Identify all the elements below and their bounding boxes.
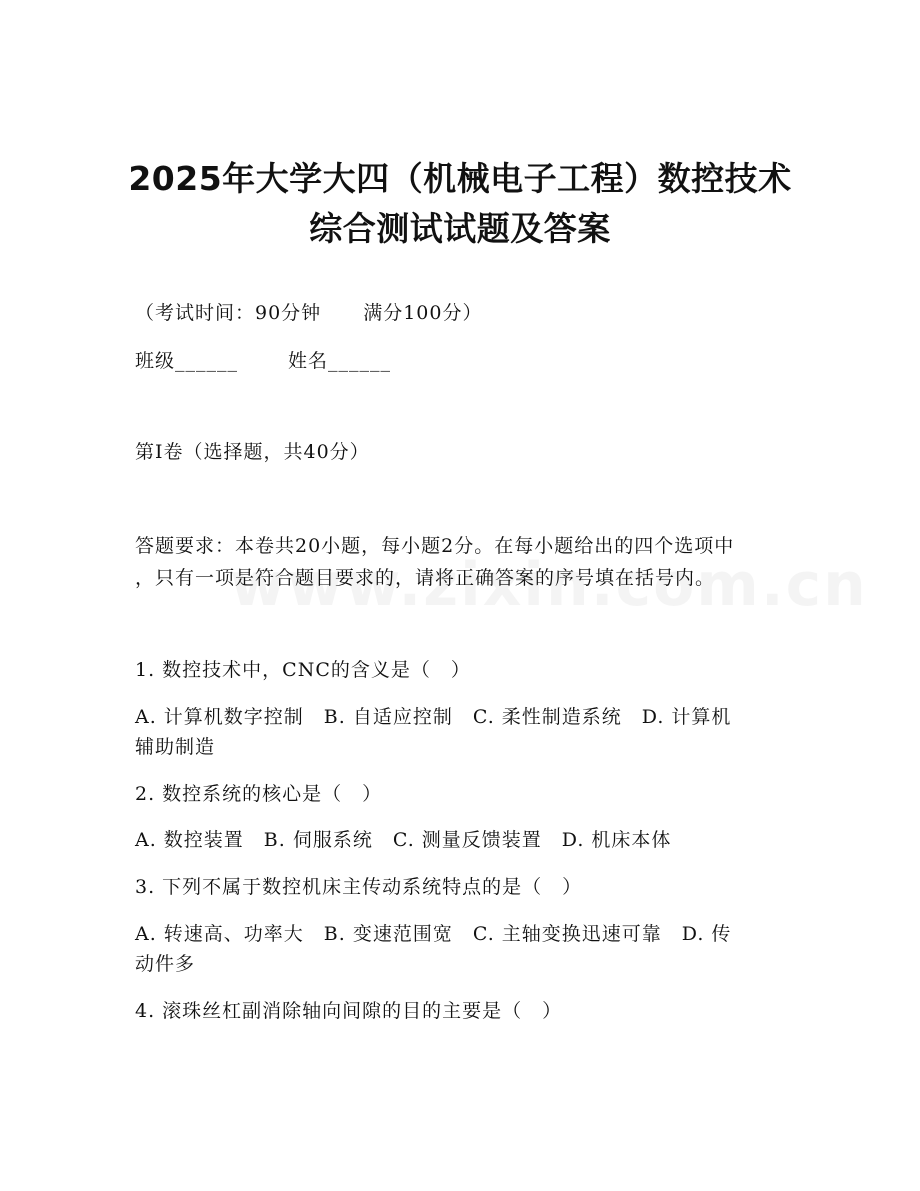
- instructions-line-1: 答题要求：本卷共20小题，每小题2分。在每小题给出的四个选项中: [135, 535, 735, 557]
- exam-score: 满分100分）: [363, 302, 483, 324]
- instructions-line-2: ，只有一项是符合题目要求的，请将正确答案的序号填在括号内。: [135, 567, 716, 589]
- question-4-stem: 4. 滚珠丝杠副消除轴向间隙的目的主要是（ ）: [135, 1000, 563, 1022]
- question-3-stem: 3. 下列不属于数控机床主传动系统特点的是（ ）: [135, 876, 583, 898]
- question-3-options: A. 转速高、功率大 B. 变速范围宽 C. 主轴变换迅速可靠 D. 传: [135, 923, 732, 945]
- question-2-options: A. 数控装置 B. 伺服系统 C. 测量反馈装置 D. 机床本体: [135, 829, 672, 851]
- exam-time: （考试时间：90分钟: [135, 302, 322, 324]
- section-heading: 第I卷（选择题，共40分）: [135, 441, 370, 463]
- question-3-options-cont: 动件多: [135, 953, 196, 975]
- question-1-options: A. 计算机数字控制 B. 自适应控制 C. 柔性制造系统 D. 计算机: [135, 706, 732, 728]
- title-line-2: 综合测试试题及答案: [309, 209, 611, 248]
- question-2-stem: 2. 数控系统的核心是（ ）: [135, 783, 383, 805]
- question-1-options-cont: 辅助制造: [135, 736, 216, 758]
- class-field: 班级______: [135, 350, 239, 372]
- student-fields: [135, 346, 391, 376]
- title-line-1: 2025年大学大四（机械电子工程）数控技术: [128, 159, 792, 198]
- question-1-stem: 1. 数控技术中，CNC的含义是（ ）: [135, 659, 471, 681]
- name-field: 姓名______: [288, 350, 392, 372]
- exam-info: [135, 298, 482, 328]
